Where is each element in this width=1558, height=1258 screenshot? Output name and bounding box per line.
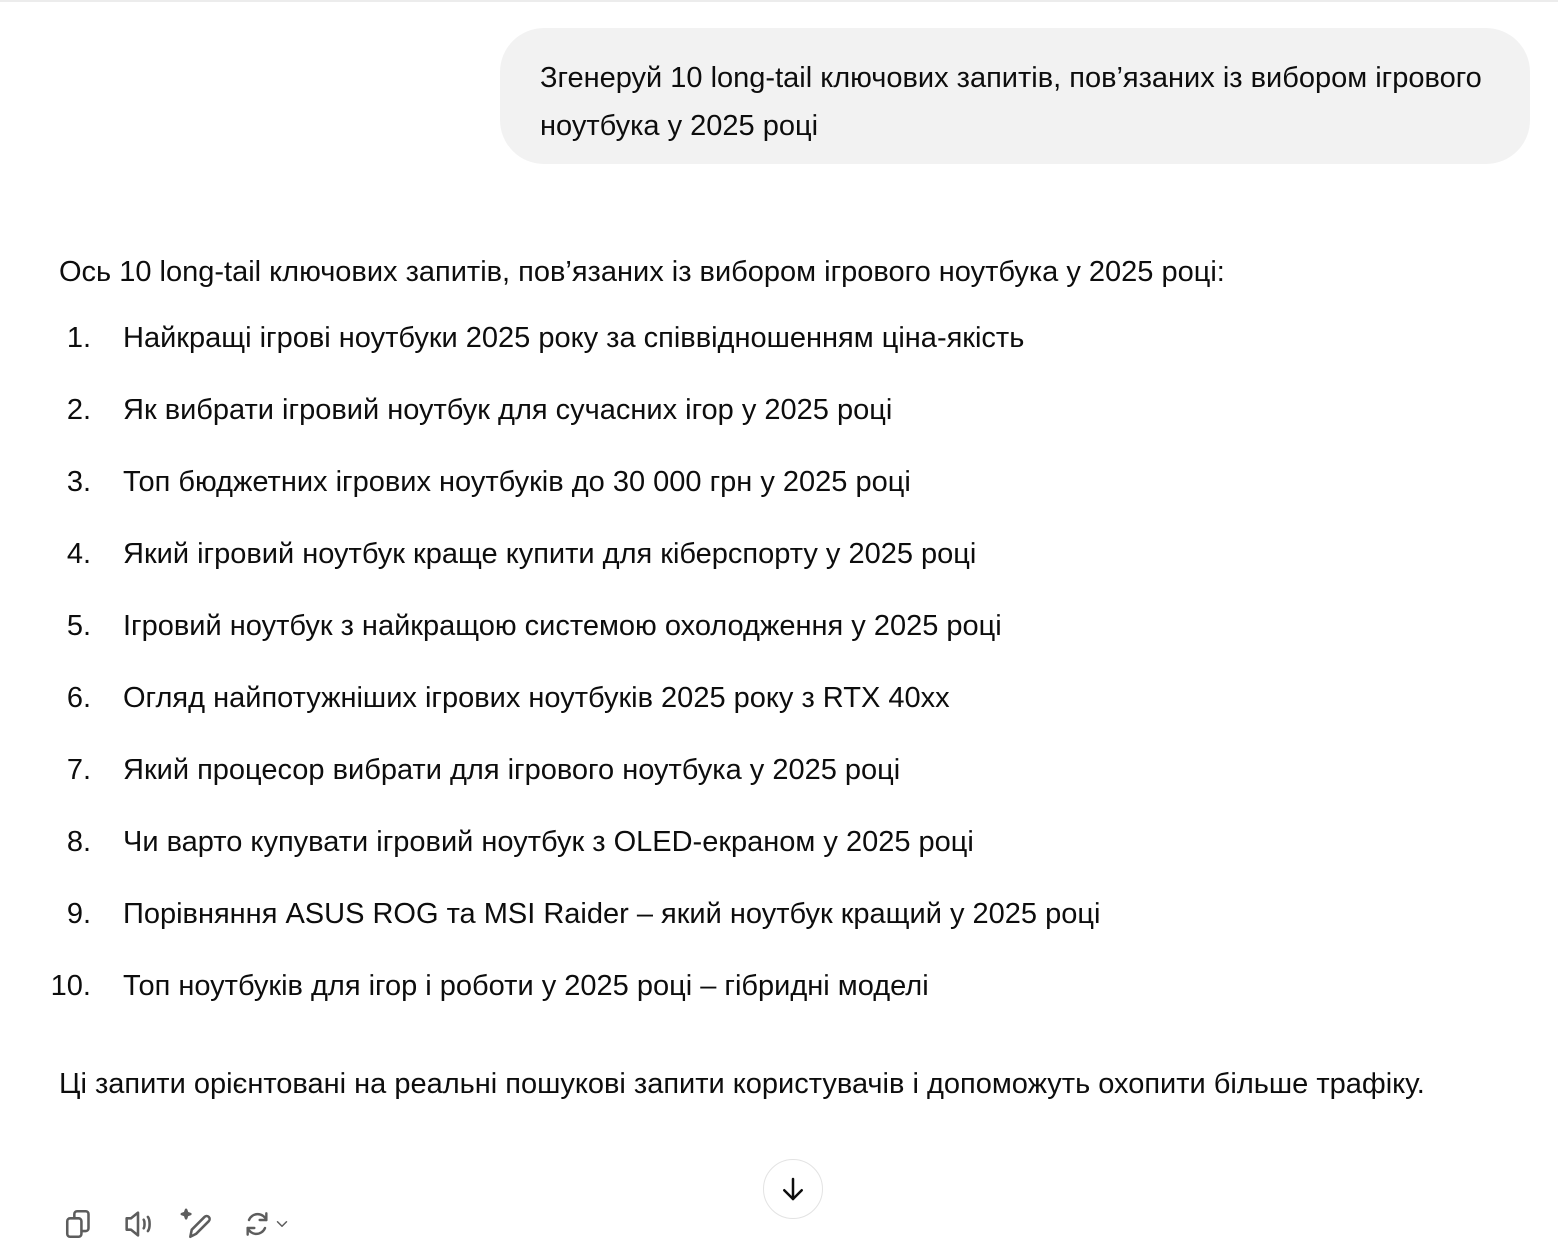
list-number: 8.	[66, 826, 91, 858]
list-item	[50, 960, 1509, 1032]
list-text: Топ ноутбуків для ігор і роботи у 2025 році – гібридні моделі	[123, 970, 929, 1002]
list-text: Огляд найпотужніших ігрових ноутбуків 2025 року з RTX 40xx	[123, 682, 950, 714]
read-aloud-icon	[121, 1207, 155, 1241]
list-number: 1.	[66, 322, 91, 354]
regenerate-icon	[241, 1208, 273, 1240]
list-text: Який ігровий ноутбук краще купити для кіберспорту у 2025 році	[123, 538, 977, 570]
list-number: 5.	[66, 610, 91, 642]
list-number: 6.	[66, 682, 91, 714]
list-text: Як вибрати ігровий ноутбук для сучасних ігор у 2025 році	[123, 394, 893, 426]
edit-sparkle-icon	[179, 1207, 213, 1241]
assistant-outro: Ці запити орієнтовані на реальні пошукові запити користувачів і допоможуть охопити більше трафіку.	[59, 1068, 1425, 1100]
list-number: 7.	[66, 754, 91, 786]
list-item	[59, 816, 1509, 888]
regenerate-button[interactable]	[234, 1204, 298, 1244]
list-text: Топ бюджетних ігрових ноутбуків до 30 000 грн у 2025 році	[123, 466, 911, 498]
list-text: Ігровий ноутбук з найкращою системою охолодження у 2025 році	[123, 610, 1002, 642]
list-item	[59, 528, 1509, 600]
chevron-down-icon	[273, 1215, 291, 1233]
list-text: Який процесор вибрати для ігрового ноутбука у 2025 році	[123, 754, 901, 786]
list-text: Чи варто купувати ігровий ноутбук з OLED-екраном у 2025 році	[123, 826, 974, 858]
message-actions	[60, 1204, 316, 1244]
list-item	[59, 600, 1509, 672]
list-item	[59, 456, 1509, 528]
scroll-to-bottom-button[interactable]	[763, 1159, 823, 1219]
arrow-down-icon	[778, 1174, 808, 1204]
list-item	[59, 744, 1509, 816]
list-number: 3.	[66, 466, 91, 498]
list-number: 9.	[66, 898, 91, 930]
list-text: Порівняння ASUS ROG та MSI Raider – який ноутбук кращий у 2025 році	[123, 898, 1101, 930]
assistant-intro: Ось 10 long-tail ключових запитів, пов’язаних із вибором ігрового ноутбука у 2025 році:	[59, 256, 1225, 288]
list-item	[59, 384, 1509, 456]
user-message-text: Згенеруй 10 long-tail ключових запитів, пов’язаних із вибором ігрового ноутбука у 2025 році	[540, 62, 1482, 142]
list-item	[59, 888, 1509, 960]
edit-button[interactable]	[176, 1204, 216, 1244]
copy-button[interactable]	[60, 1204, 100, 1244]
copy-icon	[63, 1207, 97, 1241]
keyword-list	[50, 312, 1509, 1032]
list-number: 4.	[66, 538, 91, 570]
list-item	[59, 312, 1509, 384]
assistant-message	[50, 246, 1509, 1112]
read-aloud-button[interactable]	[118, 1204, 158, 1244]
list-text: Найкращі ігрові ноутбуки 2025 року за співвідношенням ціна-якість	[123, 322, 1025, 354]
list-number: 10.	[50, 970, 91, 1002]
top-divider	[0, 0, 1558, 2]
list-item	[59, 672, 1509, 744]
list-number: 2.	[66, 394, 91, 426]
user-message-bubble	[500, 28, 1530, 164]
